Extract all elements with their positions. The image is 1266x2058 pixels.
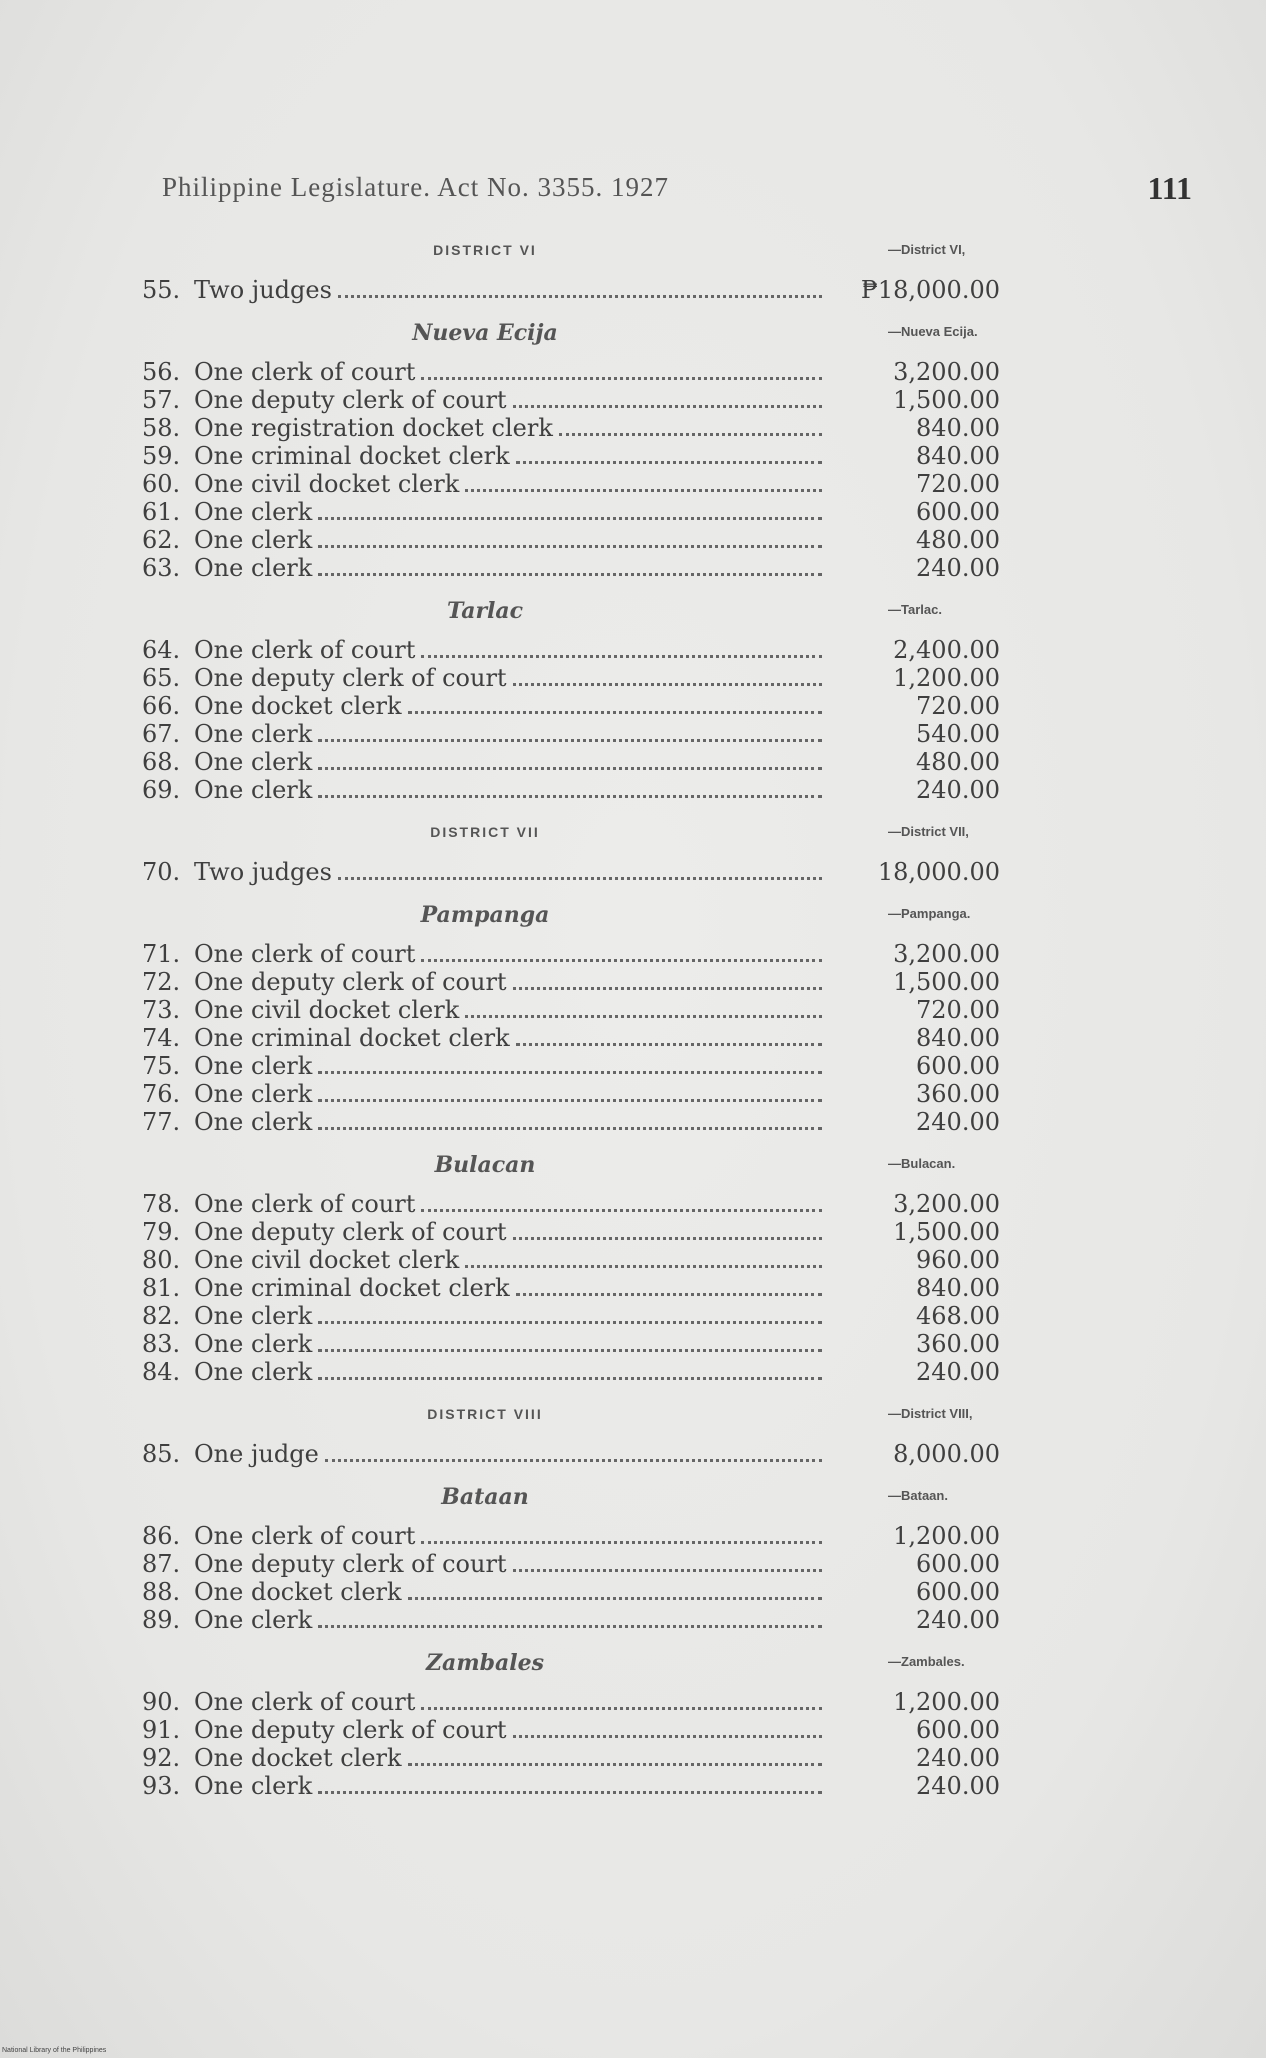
list-item — [140, 692, 1140, 720]
entry-text — [142, 1688, 822, 1716]
leader-dots — [516, 1293, 822, 1296]
section-province — [140, 592, 1140, 804]
list-item — [140, 1772, 1140, 1800]
entry-text — [142, 940, 822, 968]
item-label: One clerk — [194, 1052, 313, 1080]
item-number: 72. — [142, 968, 181, 996]
item-number: 87. — [142, 1550, 181, 1578]
leader-dots — [318, 517, 822, 520]
entry-text — [142, 1550, 822, 1578]
leader-dots — [513, 987, 822, 990]
item-label: One clerk of court — [194, 940, 416, 968]
list-item — [140, 1052, 1140, 1080]
item-amount: 720.00 — [916, 996, 1000, 1024]
leader-dots — [465, 1015, 822, 1018]
margin-note: —District VII, — [888, 824, 969, 839]
entry-text — [142, 470, 822, 498]
district-title: DISTRICT VI — [433, 242, 537, 258]
leader-dots — [318, 1071, 822, 1074]
item-amount: 1,200.00 — [893, 664, 1000, 692]
list-item — [140, 1218, 1140, 1246]
item-label: One clerk — [194, 1108, 313, 1136]
item-label: One clerk of court — [194, 1190, 416, 1218]
leader-dots — [513, 405, 822, 408]
list-item — [140, 1522, 1140, 1550]
item-number: 92. — [142, 1744, 181, 1772]
leader-dots — [318, 1127, 822, 1130]
entry-text — [142, 414, 822, 442]
section-heading — [140, 1146, 1140, 1190]
item-label: One clerk — [194, 720, 313, 748]
item-label: One clerk of court — [194, 636, 416, 664]
list-item — [140, 386, 1140, 414]
entry-text — [142, 526, 822, 554]
list-item — [140, 470, 1140, 498]
item-amount: 600.00 — [916, 1550, 1000, 1578]
item-number: 84. — [142, 1358, 181, 1386]
item-amount: 720.00 — [916, 692, 1000, 720]
item-amount: 360.00 — [916, 1330, 1000, 1358]
item-amount: 480.00 — [916, 748, 1000, 776]
list-item — [140, 1190, 1140, 1218]
leader-dots — [338, 877, 822, 880]
item-number: 79. — [142, 1218, 181, 1246]
list-item — [140, 498, 1140, 526]
entry-text — [142, 968, 822, 996]
entry-text — [142, 720, 822, 748]
leader-dots — [421, 1707, 822, 1710]
margin-note: —Bataan. — [888, 1488, 948, 1503]
leader-dots — [318, 573, 822, 576]
leader-dots — [318, 1377, 822, 1380]
item-number: 82. — [142, 1302, 181, 1330]
list-item — [140, 1688, 1140, 1716]
item-number: 76. — [142, 1080, 181, 1108]
leader-dots — [421, 377, 822, 380]
leader-dots — [421, 655, 822, 658]
province-title: Tarlac — [446, 598, 524, 624]
item-number: 74. — [142, 1024, 181, 1052]
list-item — [140, 1246, 1140, 1274]
item-amount: 600.00 — [916, 1052, 1000, 1080]
section-heading — [140, 814, 1140, 858]
list-item — [140, 1358, 1140, 1386]
item-amount: 468.00 — [916, 1302, 1000, 1330]
margin-note: —District VIII, — [888, 1406, 973, 1421]
item-number: 63. — [142, 554, 181, 582]
margin-note: —District VI, — [888, 242, 966, 257]
item-number: 70. — [142, 858, 181, 886]
item-number: 61. — [142, 498, 181, 526]
item-amount: 2,400.00 — [893, 636, 1000, 664]
item-number: 68. — [142, 748, 181, 776]
list-item — [140, 1330, 1140, 1358]
province-title: Pampanga — [420, 902, 550, 928]
item-amount: 600.00 — [916, 1716, 1000, 1744]
item-label: One clerk of court — [194, 358, 416, 386]
item-amount: 600.00 — [916, 1578, 1000, 1606]
entry-text — [142, 1358, 822, 1386]
item-number: 62. — [142, 526, 181, 554]
leader-dots — [318, 767, 822, 770]
list-item — [140, 1744, 1140, 1772]
entry-text — [142, 1440, 822, 1468]
leader-dots — [408, 711, 822, 714]
running-head — [162, 170, 1192, 220]
leader-dots — [318, 795, 822, 798]
item-number: 80. — [142, 1246, 181, 1274]
list-item — [140, 276, 1140, 304]
leader-dots — [325, 1459, 822, 1462]
list-item — [140, 940, 1140, 968]
item-amount: 840.00 — [916, 442, 1000, 470]
appropriation-list — [140, 232, 1140, 1810]
entry-text — [142, 1330, 822, 1358]
item-amount: 360.00 — [916, 1080, 1000, 1108]
item-number: 64. — [142, 636, 181, 664]
item-amount: 240.00 — [916, 554, 1000, 582]
scan-credit: National Library of the Philippines — [2, 2047, 107, 2054]
leader-dots — [421, 1209, 822, 1212]
list-item — [140, 1550, 1140, 1578]
item-number: 86. — [142, 1522, 181, 1550]
section-province — [140, 1644, 1140, 1800]
list-item — [140, 358, 1140, 386]
leader-dots — [318, 545, 822, 548]
section-province — [140, 314, 1140, 582]
list-item — [140, 1578, 1140, 1606]
item-amount: 240.00 — [916, 1358, 1000, 1386]
list-item — [140, 1274, 1140, 1302]
list-item — [140, 776, 1140, 804]
list-item — [140, 414, 1140, 442]
item-label: One civil docket clerk — [194, 1246, 460, 1274]
margin-note: —Bulacan. — [888, 1156, 956, 1171]
section-province — [140, 1478, 1140, 1634]
item-number: 77. — [142, 1108, 181, 1136]
list-item — [140, 1606, 1140, 1634]
item-label: One clerk of court — [194, 1522, 416, 1550]
list-item — [140, 1108, 1140, 1136]
leader-dots — [408, 1597, 822, 1600]
item-label: One clerk — [194, 1302, 313, 1330]
item-label: One clerk — [194, 1080, 313, 1108]
leader-dots — [408, 1763, 822, 1766]
list-item — [140, 1440, 1140, 1468]
list-item — [140, 1716, 1140, 1744]
item-amount: 18,000.00 — [877, 858, 1000, 886]
list-item — [140, 1024, 1140, 1052]
item-amount: 540.00 — [916, 720, 1000, 748]
entry-text — [142, 1606, 822, 1634]
entry-text — [142, 498, 822, 526]
item-number: 93. — [142, 1772, 181, 1800]
entry-text — [142, 1744, 822, 1772]
item-amount: 840.00 — [916, 1274, 1000, 1302]
item-amount: 840.00 — [916, 414, 1000, 442]
entry-text — [142, 692, 822, 720]
list-item — [140, 1080, 1140, 1108]
entry-text — [142, 996, 822, 1024]
section-heading — [140, 1396, 1140, 1440]
item-label: One clerk of court — [194, 1688, 416, 1716]
leader-dots — [559, 433, 822, 436]
leader-dots — [318, 1625, 822, 1628]
leader-dots — [318, 1099, 822, 1102]
item-amount: 240.00 — [916, 1772, 1000, 1800]
item-number: 81. — [142, 1274, 181, 1302]
leader-dots — [318, 739, 822, 742]
section-heading — [140, 314, 1140, 358]
section-district — [140, 232, 1140, 304]
leader-dots — [421, 959, 822, 962]
entry-text — [142, 276, 822, 304]
item-label: One docket clerk — [194, 1578, 402, 1606]
item-number: 78. — [142, 1190, 181, 1218]
item-label: One clerk — [194, 776, 313, 804]
item-label: One docket clerk — [194, 692, 402, 720]
item-number: 88. — [142, 1578, 181, 1606]
section-heading — [140, 592, 1140, 636]
district-title: DISTRICT VII — [430, 824, 540, 840]
leader-dots — [516, 461, 822, 464]
province-title: Nueva Ecija — [412, 320, 558, 346]
list-item — [140, 1302, 1140, 1330]
leader-dots — [318, 1791, 822, 1794]
section-province — [140, 1146, 1140, 1386]
margin-note: —Pampanga. — [888, 906, 971, 921]
item-label: One clerk — [194, 1772, 313, 1800]
item-number: 56. — [142, 358, 181, 386]
item-label: One registration docket clerk — [194, 414, 553, 442]
item-number: 65. — [142, 664, 181, 692]
section-heading — [140, 1478, 1140, 1522]
item-label: One civil docket clerk — [194, 996, 460, 1024]
item-number: 58. — [142, 414, 181, 442]
item-number: 73. — [142, 996, 181, 1024]
list-item — [140, 968, 1140, 996]
item-amount: 240.00 — [916, 776, 1000, 804]
item-amount: 1,500.00 — [893, 968, 1000, 996]
entry-text — [142, 1522, 822, 1550]
province-title: Bulacan — [434, 1152, 536, 1178]
item-label: One clerk — [194, 526, 313, 554]
entry-text — [142, 554, 822, 582]
item-number: 55. — [142, 276, 181, 304]
item-label: One deputy clerk of court — [194, 1218, 507, 1246]
item-label: One deputy clerk of court — [194, 664, 507, 692]
entry-text — [142, 748, 822, 776]
item-amount: 3,200.00 — [893, 940, 1000, 968]
entry-text — [142, 1716, 822, 1744]
item-amount: 720.00 — [916, 470, 1000, 498]
section-province — [140, 896, 1140, 1136]
section-heading — [140, 896, 1140, 940]
list-item — [140, 636, 1140, 664]
item-label: One criminal docket clerk — [194, 1024, 510, 1052]
item-label: Two judges — [194, 276, 332, 304]
item-amount: 1,200.00 — [893, 1522, 1000, 1550]
province-title: Zambales — [426, 1650, 544, 1676]
leader-dots — [465, 489, 822, 492]
item-amount: 240.00 — [916, 1606, 1000, 1634]
item-number: 59. — [142, 442, 181, 470]
entry-text — [142, 858, 822, 886]
entry-text — [142, 1274, 822, 1302]
leader-dots — [318, 1349, 822, 1352]
margin-note: —Tarlac. — [888, 602, 942, 617]
list-item — [140, 720, 1140, 748]
item-label: One clerk — [194, 1330, 313, 1358]
leader-dots — [421, 1541, 822, 1544]
item-amount: 240.00 — [916, 1744, 1000, 1772]
item-amount: 3,200.00 — [893, 358, 1000, 386]
item-label: One criminal docket clerk — [194, 1274, 510, 1302]
leader-dots — [516, 1043, 822, 1046]
section-heading — [140, 232, 1140, 276]
section-heading — [140, 1644, 1140, 1688]
entry-text — [142, 442, 822, 470]
item-number: 69. — [142, 776, 181, 804]
item-label: One deputy clerk of court — [194, 968, 507, 996]
item-number: 66. — [142, 692, 181, 720]
list-item — [140, 526, 1140, 554]
entry-text — [142, 1190, 822, 1218]
item-label: One deputy clerk of court — [194, 1716, 507, 1744]
leader-dots — [513, 1237, 822, 1240]
item-amount: 600.00 — [916, 498, 1000, 526]
entry-text — [142, 776, 822, 804]
leader-dots — [513, 1735, 822, 1738]
leader-dots — [513, 1569, 822, 1572]
leader-dots — [465, 1265, 822, 1268]
item-number: 71. — [142, 940, 181, 968]
item-label: One civil docket clerk — [194, 470, 460, 498]
item-number: 57. — [142, 386, 181, 414]
entry-text — [142, 1080, 822, 1108]
item-label: One criminal docket clerk — [194, 442, 510, 470]
item-amount: 3,200.00 — [893, 1190, 1000, 1218]
list-item — [140, 442, 1140, 470]
item-amount: 8,000.00 — [893, 1440, 1000, 1468]
entry-text — [142, 1052, 822, 1080]
leader-dots — [338, 295, 822, 298]
item-amount: ₱18,000.00 — [860, 276, 1000, 304]
province-title: Bataan — [441, 1484, 529, 1510]
entry-text — [142, 1108, 822, 1136]
entry-text — [142, 1024, 822, 1052]
page-number: 111 — [1147, 170, 1192, 206]
item-label: One deputy clerk of court — [194, 1550, 507, 1578]
entry-text — [142, 1218, 822, 1246]
entry-text — [142, 1246, 822, 1274]
item-number: 89. — [142, 1606, 181, 1634]
item-label: One clerk — [194, 1358, 313, 1386]
margin-note: —Nueva Ecija. — [888, 324, 978, 339]
leader-dots — [318, 1321, 822, 1324]
item-label: One deputy clerk of court — [194, 386, 507, 414]
entry-text — [142, 386, 822, 414]
section-district — [140, 1396, 1140, 1468]
item-label: One clerk — [194, 1606, 313, 1634]
item-number: 67. — [142, 720, 181, 748]
list-item — [140, 748, 1140, 776]
item-label: One clerk — [194, 748, 313, 776]
district-title: DISTRICT VIII — [427, 1406, 543, 1422]
item-number: 83. — [142, 1330, 181, 1358]
item-label: Two judges — [194, 858, 332, 886]
list-item — [140, 996, 1140, 1024]
entry-text — [142, 1302, 822, 1330]
item-amount: 240.00 — [916, 1108, 1000, 1136]
item-number: 75. — [142, 1052, 181, 1080]
entry-text — [142, 636, 822, 664]
item-number: 91. — [142, 1716, 181, 1744]
item-amount: 480.00 — [916, 526, 1000, 554]
leader-dots — [513, 683, 822, 686]
list-item — [140, 554, 1140, 582]
list-item — [140, 664, 1140, 692]
margin-note: —Zambales. — [888, 1654, 965, 1669]
list-item — [140, 858, 1140, 886]
item-number: 90. — [142, 1688, 181, 1716]
item-label: One clerk — [194, 498, 313, 526]
entry-text — [142, 664, 822, 692]
item-amount: 1,500.00 — [893, 386, 1000, 414]
item-number: 60. — [142, 470, 181, 498]
entry-text — [142, 1772, 822, 1800]
item-label: One clerk — [194, 554, 313, 582]
item-label: One docket clerk — [194, 1744, 402, 1772]
running-head-title: Philippine Legislature. Act No. 3355. 1927 — [162, 172, 669, 202]
item-amount: 840.00 — [916, 1024, 1000, 1052]
item-amount: 1,500.00 — [893, 1218, 1000, 1246]
item-amount: 960.00 — [916, 1246, 1000, 1274]
item-label: One judge — [194, 1440, 319, 1468]
entry-text — [142, 1578, 822, 1606]
entry-text — [142, 358, 822, 386]
item-amount: 1,200.00 — [893, 1688, 1000, 1716]
item-number: 85. — [142, 1440, 181, 1468]
section-district — [140, 814, 1140, 886]
